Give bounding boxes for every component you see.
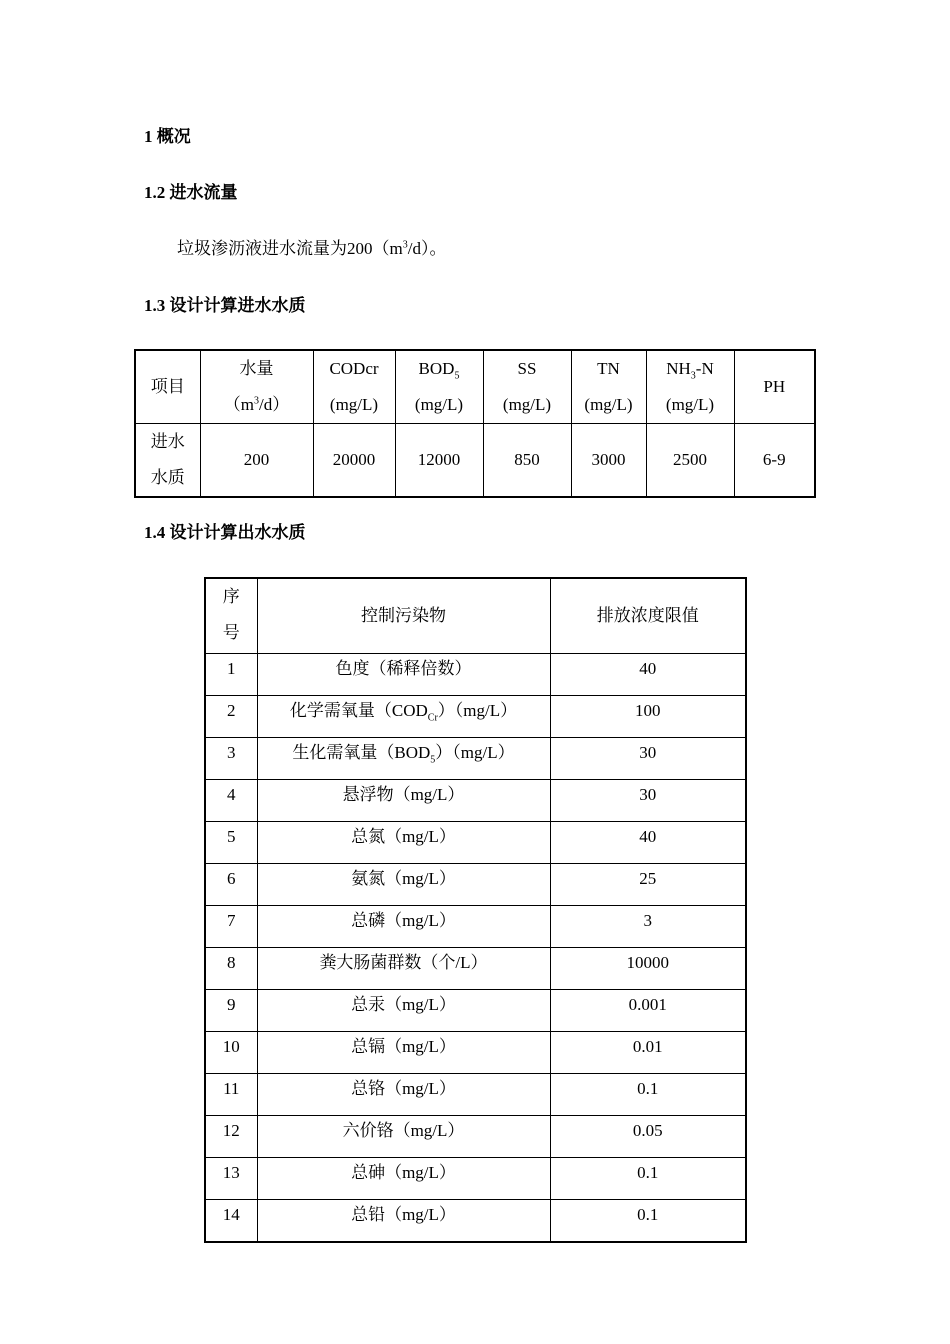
value-codcr: 20000 [313, 424, 395, 498]
table-row [205, 1158, 746, 1200]
table-row [205, 780, 746, 822]
header-tn-unit: (mg/L) [584, 395, 633, 414]
outflow-quality-table [204, 577, 747, 1243]
row-pollutant: 总磷（mg/L） [257, 906, 550, 948]
value-water-volume: 200 [200, 424, 313, 498]
row-pollutant: 总氮（mg/L） [257, 822, 550, 864]
row-pollutant-text-b: ）（mg/L） [437, 701, 518, 720]
header-water-volume-unit-a: （m [223, 395, 254, 414]
inflow-data-row [135, 424, 815, 498]
row-pollutant-sub: Cr [427, 712, 438, 724]
header-index-line1: 序 [222, 587, 240, 606]
table-row [205, 1200, 746, 1243]
header-bod-label: BOD [418, 359, 455, 378]
row-index: 3 [205, 738, 257, 780]
inflow-rate-unit: /d）。 [407, 239, 447, 258]
header-limit: 排放浓度限值 [550, 578, 746, 654]
section-heading-1-3: 1.3 设计计算进水水质 [144, 296, 306, 315]
row-pollutant: 六价铬（mg/L） [257, 1116, 550, 1158]
row-pollutant: 总镉（mg/L） [257, 1032, 550, 1074]
row-index: 12 [205, 1116, 257, 1158]
row-limit: 30 [550, 738, 746, 780]
value-ss: 850 [483, 424, 571, 498]
row-limit: 0.01 [550, 1032, 746, 1074]
row-index: 9 [205, 990, 257, 1032]
row-index: 6 [205, 864, 257, 906]
row-index: 8 [205, 948, 257, 990]
header-water-volume [200, 350, 313, 424]
header-ph: PH [734, 350, 815, 424]
header-tn-label: TN [597, 359, 620, 378]
row-label [135, 424, 200, 498]
row-limit: 3 [550, 906, 746, 948]
header-ss-unit: (mg/L) [502, 395, 552, 414]
row-pollutant: 总铬（mg/L） [257, 1074, 550, 1116]
row-pollutant: 总砷（mg/L） [257, 1158, 550, 1200]
row-label-line1: 进水 [150, 432, 185, 451]
row-pollutant-text-a: 化学需氧量（COD [289, 701, 428, 720]
row-limit: 0.1 [550, 1074, 746, 1116]
header-bod5 [395, 350, 483, 424]
row-index: 1 [205, 654, 257, 696]
table-row [205, 696, 746, 738]
row-limit: 0.05 [550, 1116, 746, 1158]
header-nh-sub: 3 [690, 370, 696, 382]
header-tn [571, 350, 646, 424]
row-index: 11 [205, 1074, 257, 1116]
inflow-header-row [135, 350, 815, 424]
outflow-header-row [205, 578, 746, 654]
value-bod5: 12000 [395, 424, 483, 498]
row-pollutant: 总汞（mg/L） [257, 990, 550, 1032]
header-codcr [313, 350, 395, 424]
row-limit: 40 [550, 654, 746, 696]
header-bod-unit: (mg/L) [414, 395, 464, 414]
header-nh-label-a: NH [666, 359, 691, 378]
table-row [205, 654, 746, 696]
row-pollutant-text-a: 生化需氧量（BOD [292, 743, 431, 762]
row-limit: 30 [550, 780, 746, 822]
table-row [205, 738, 746, 780]
header-water-volume-sup: 3 [254, 395, 259, 407]
row-pollutant-text-b: ）（mg/L） [435, 743, 515, 762]
section-heading-1: 1 概况 [144, 127, 191, 146]
row-index: 13 [205, 1158, 257, 1200]
row-pollutant [257, 738, 550, 780]
row-index: 2 [205, 696, 257, 738]
header-water-volume-unit-b: /d） [259, 395, 290, 414]
section-heading-1-2: 1.2 进水流量 [144, 183, 238, 202]
row-limit: 0.1 [550, 1158, 746, 1200]
header-item: 项目 [135, 350, 200, 424]
table-row [205, 864, 746, 906]
row-index: 5 [205, 822, 257, 864]
row-label-line2: 水质 [150, 468, 185, 487]
table-row [205, 1074, 746, 1116]
table-row [205, 906, 746, 948]
header-nh-unit: (mg/L) [665, 395, 715, 414]
header-ss [483, 350, 571, 424]
row-pollutant: 总铅（mg/L） [257, 1200, 550, 1243]
row-index: 14 [205, 1200, 257, 1243]
header-index [205, 578, 257, 654]
header-index-line2: 号 [222, 623, 240, 642]
table-row [205, 990, 746, 1032]
header-nh3n [646, 350, 734, 424]
row-pollutant-sub: 5 [430, 754, 436, 766]
row-limit: 0.001 [550, 990, 746, 1032]
row-limit: 0.1 [550, 1200, 746, 1243]
inflow-rate-text: 垃圾渗沥液进水流量为200（m [177, 239, 403, 258]
table-row [205, 1032, 746, 1074]
row-limit: 40 [550, 822, 746, 864]
row-pollutant: 粪大肠菌群数（个/L） [257, 948, 550, 990]
inflow-quality-table [134, 349, 816, 498]
row-index: 10 [205, 1032, 257, 1074]
row-limit: 10000 [550, 948, 746, 990]
row-limit: 100 [550, 696, 746, 738]
row-pollutant: 色度（稀释倍数） [257, 654, 550, 696]
header-water-volume-label: 水量 [239, 359, 274, 378]
row-pollutant: 氨氮（mg/L） [257, 864, 550, 906]
row-index: 4 [205, 780, 257, 822]
header-nh-label-b: -N [695, 359, 714, 378]
inflow-rate-paragraph [177, 239, 446, 259]
section-heading-1-4: 1.4 设计计算出水水质 [144, 523, 306, 542]
row-pollutant [257, 696, 550, 738]
table-row [205, 1116, 746, 1158]
header-pollutant: 控制污染物 [257, 578, 550, 654]
value-tn: 3000 [571, 424, 646, 498]
value-ph: 6-9 [734, 424, 815, 498]
header-codcr-label: CODcr [329, 359, 379, 378]
header-ss-label: SS [517, 359, 537, 378]
row-limit: 25 [550, 864, 746, 906]
table-row [205, 948, 746, 990]
header-bod-sub: 5 [454, 370, 460, 382]
row-pollutant: 悬浮物（mg/L） [257, 780, 550, 822]
header-codcr-unit: (mg/L) [329, 395, 379, 414]
value-nh3n: 2500 [646, 424, 734, 498]
table-row [205, 822, 746, 864]
row-index: 7 [205, 906, 257, 948]
inflow-rate-superscript: 3 [402, 239, 408, 251]
